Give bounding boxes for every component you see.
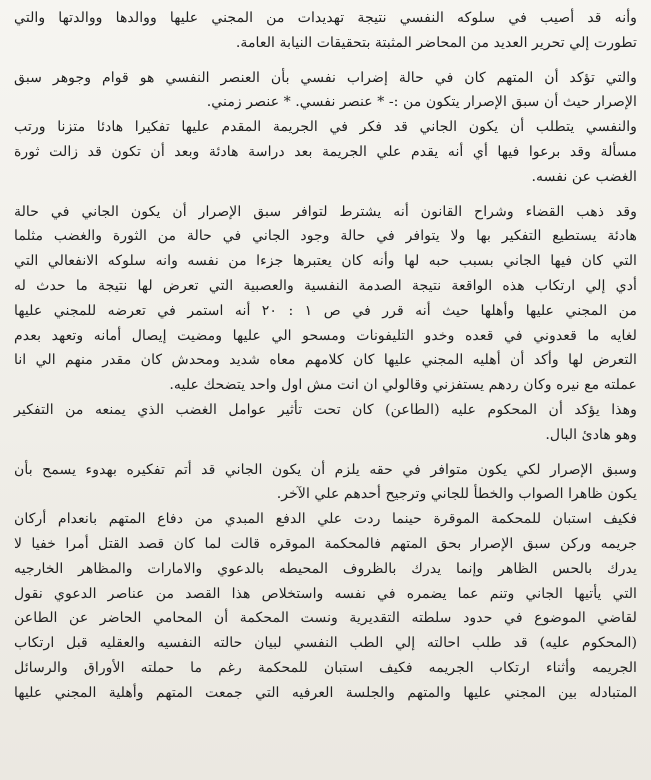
paragraph-2: [14, 66, 637, 190]
text-line: وسبق الإصرار لكي يكون متوافر في حقه يلزم أن يكون الجاني قد أتم تفكيره بهدوء يسمح بأن: [14, 461, 637, 478]
text-line: التي يأتيها الجاني وتنم عما يضمره في نفسه واستخلاص هذا القصد من عناصر الدعوي نقول: [14, 585, 637, 602]
text-line: مسألة وقد برعوا فيها أي أنه يقدم علي الجريمة بعد دراسة هادئة وبعد أن تكون قد زالت ثورة: [14, 143, 637, 160]
text-line: لغايه ما قعدوني في قعده وخدو التليفونات ومسحو الي عليها ومضيت إيصال أمانه وتعهد بعدم: [14, 327, 637, 344]
text-line: يدرك بالحس الظاهر وإنما يدرك بالظروف المحيطه بالدعوي والامارات والمظاهر الخارجيه: [14, 560, 637, 577]
text-line: الجريمه وأثناء ارتكاب الجريمه فكيف استبان للمحكمة رغم ما حملته الأوراق والرسائل: [14, 659, 637, 676]
text-line: يكون ظاهرا الصواب والخطأ للجاني وترجيح أحدهم علي الآخر.: [276, 486, 637, 503]
text-line: التعرض لها وأكد أن أهليه المجني عليها كان كلامهم معاه شديد ومحدش كان مقدر منهم الي انا: [14, 352, 637, 369]
text-line: وهو هادئ البال.: [545, 426, 637, 443]
text-line: تطورت إلي تحرير العديد من المحاضر المثبتة بتحقيقات النيابة العامة.: [235, 34, 637, 51]
text-line: لقاضي الموضوع في حدود سلطته التقديرية ونست المحكمة أن المحامي الحاضر عن الطاعن: [14, 610, 637, 627]
paragraph-4: [14, 458, 637, 706]
paragraph-1: [14, 6, 637, 56]
text-line: المتبادله بين المجني عليها والمتهم والجلسة العرفيه التي جمعت المتهم وأهلية المجني عليها: [14, 684, 637, 701]
text-line: الإصرار حيث أن سبق الإصرار يتكون من :- * عنصر نفسي. * عنصر زمني.: [206, 94, 637, 111]
text-line: عملته مع نيره وكان ردهم يستفزني وقالولي ان انت مش اول واحد يتضحك عليه.: [169, 377, 637, 394]
text-line: وقد ذهب القضاء وشراح القانون أنه يشترط لتوافر سبق الإصرار أن يكون الجاني في حالة: [14, 203, 637, 220]
text-line: وأنه قد أصيب في سلوكه النفسي نتيجة تهديدات من المجني عليها ووالدها ووالدتها والتي: [14, 10, 637, 26]
text-line: (المحكوم عليه) قد طلب احالته إلي الطب النفسي لبيان حالته النفسيه والعقليه قبل ارتكاب: [14, 635, 637, 652]
text-line: والتي تؤكد أن المتهم كان في حالة إضراب نفسي بأن العنصر النفسي هو قوام وجوهر سبق: [14, 69, 637, 86]
text-line: وهذا يؤكد أن المحكوم عليه (الطاعن) كان تحت تأثير عوامل الغضب الذي يمنعه من التفكير: [14, 401, 637, 418]
text-line: أدي إلي ارتكاب هذه الواقعة نتيجة الصدمة النفسية والعصبية التي تعرض لها نتيجة ما حدث له: [14, 277, 637, 294]
paragraph-3: [14, 200, 637, 448]
text-line: والنفسي يتطلب أن يكون الجاني قد فكر في الجريمة المقدم عليها تفكيرا هادئا متزنا ورتب: [14, 119, 637, 136]
text-line: الغضب عن نفسه.: [531, 168, 637, 185]
text-line: التي كان فيها الجاني بسبب حبه لها وأنه كان يعتبرها جزءا من نفسه وانه سلوكه الانفعالي التي: [14, 253, 637, 270]
text-line: جريمه وركن سبق الإصرار بحق المتهم فالمحكمة الموقره قالت لما كان قصد القتل أمرا خفيا لا: [14, 535, 637, 552]
text-line: فكيف استبان للمحكمة الموقرة حينما ردت علي الدفع المبدي من دفاع المتهم بانعدام أركان: [14, 511, 637, 528]
text-line: من المجني عليها وأهلها حيث أنه قرر في ص ١ : ٢٠ أنه استمر في تعرضه للمجني عليها: [14, 302, 637, 319]
text-line: هادئة يستطيع التفكير بها ولا يتوافر في حالة وجود الجاني في حالة من الثورة والغضب مثلما: [14, 228, 637, 245]
